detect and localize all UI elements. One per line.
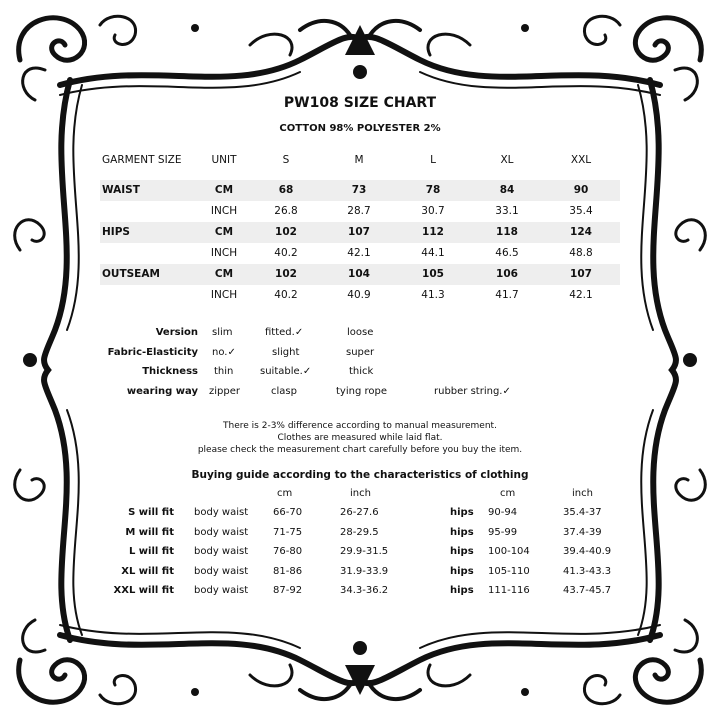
guide-body-part: body waist <box>194 585 249 596</box>
guide-body-part: hips <box>450 526 474 538</box>
guide-fit-label: S will fit <box>128 507 174 518</box>
measurement-notes <box>0 420 720 456</box>
property-option: tying rope <box>336 385 387 397</box>
header-size-m: M <box>354 154 364 166</box>
property-option: slim <box>212 327 233 338</box>
guide-header-inch: inch <box>572 488 593 499</box>
note-line: There is 2-3% difference according to manual measurement. <box>223 421 497 431</box>
header-garment-size: GARMENT SIZE <box>102 154 182 166</box>
size-s-value: 40.2 <box>274 289 298 301</box>
guide-body-part: hips <box>450 546 474 557</box>
guide-inch-range: 41.3-43.3 <box>563 565 612 577</box>
guide-body-part: hips <box>450 507 474 518</box>
guide-header-cm: cm <box>500 488 516 499</box>
unit-cell: CM <box>214 268 234 280</box>
size-l-value: 78 <box>425 184 441 196</box>
size-m-value: 73 <box>351 184 367 196</box>
guide-inch-range: 43.7-45.7 <box>563 585 612 596</box>
size-s-value: 102 <box>275 226 297 238</box>
size-xxl-value: 107 <box>570 268 592 280</box>
property-option: fitted.✓ <box>265 327 304 338</box>
measurement-label: HIPS <box>102 226 130 238</box>
page-title: PW108 SIZE CHART <box>283 95 437 111</box>
size-s-value: 26.8 <box>274 205 298 217</box>
measurement-label: WAIST <box>102 184 140 196</box>
size-s-value: 40.2 <box>274 247 298 259</box>
guide-fit-label: XXL will fit <box>113 585 174 596</box>
size-xxl-value: 48.8 <box>569 247 593 259</box>
guide-cm-range: 100-104 <box>488 546 530 557</box>
note-line: please check the measurement chart carefully before you buy the item. <box>197 445 523 455</box>
guide-cm-range: 87-92 <box>273 585 303 596</box>
guide-cm-range: 95-99 <box>488 526 518 538</box>
guide-body-part: body waist <box>194 507 249 518</box>
buying-guide-title: Buying guide according to the characteristics of clothing <box>191 469 529 481</box>
guide-cm-range: 66-70 <box>273 507 303 518</box>
guide-body-part: body waist <box>194 546 249 557</box>
guide-cm-range: 76-80 <box>273 546 303 557</box>
guide-body-part: hips <box>450 565 474 577</box>
guide-inch-range: 28-29.5 <box>340 526 379 538</box>
guide-inch-range: 35.4-37 <box>563 507 602 518</box>
size-xxl-value: 90 <box>573 184 589 196</box>
measurement-label: OUTSEAM <box>102 268 160 280</box>
property-option: suitable.✓ <box>260 366 312 377</box>
size-xl-value: 106 <box>496 268 518 280</box>
header-size-xl: XL <box>500 154 514 166</box>
size-l-value: 44.1 <box>421 247 445 259</box>
size-xxl-value: 124 <box>570 226 592 238</box>
property-option: super <box>346 346 375 358</box>
property-option: rubber string.✓ <box>434 385 511 397</box>
note-line: Clothes are measured while laid flat. <box>277 433 443 443</box>
size-l-value: 41.3 <box>421 289 445 301</box>
size-m-value: 40.9 <box>347 289 371 301</box>
property-option: clasp <box>271 385 297 397</box>
header-size-xxl: XXL <box>570 154 592 166</box>
size-xl-value: 33.1 <box>495 205 519 217</box>
guide-inch-range: 37.4-39 <box>563 526 602 538</box>
guide-cm-range: 81-86 <box>273 565 303 577</box>
size-table-row <box>100 201 620 222</box>
guide-cm-range: 90-94 <box>488 507 518 518</box>
material-composition: COTTON 98% POLYESTER 2% <box>279 123 441 134</box>
size-xl-value: 41.7 <box>495 289 519 301</box>
guide-cm-range: 105-110 <box>488 565 530 577</box>
header-unit: UNIT <box>211 154 237 166</box>
property-option: thick <box>349 366 374 377</box>
size-m-value: 107 <box>348 226 370 238</box>
size-l-value: 105 <box>422 268 444 280</box>
guide-cm-range: 111-116 <box>488 585 530 596</box>
property-label: wearing way <box>126 385 198 397</box>
size-m-value: 104 <box>348 268 370 280</box>
size-table-row <box>100 264 620 285</box>
property-option: no.✓ <box>212 346 236 358</box>
guide-body-part: body waist <box>194 565 249 577</box>
guide-fit-label: L will fit <box>128 546 174 557</box>
property-option: loose <box>347 327 374 338</box>
unit-cell: INCH <box>210 289 238 301</box>
size-xxl-value: 42.1 <box>569 289 593 301</box>
size-table-row <box>100 180 620 201</box>
property-option: thin <box>214 366 234 377</box>
guide-fit-label: XL will fit <box>121 565 174 577</box>
property-label: Fabric-Elasticity <box>107 346 198 358</box>
size-l-value: 30.7 <box>421 205 445 217</box>
size-table-row <box>100 285 620 306</box>
unit-cell: INCH <box>210 205 238 217</box>
size-table-header <box>100 150 620 171</box>
property-label: Version <box>155 327 198 338</box>
property-option: slight <box>272 346 300 358</box>
guide-body-part: hips <box>450 585 474 596</box>
size-xl-value: 118 <box>496 226 518 238</box>
size-table-row <box>100 222 620 243</box>
guide-inch-range: 34.3-36.2 <box>340 585 389 596</box>
guide-inch-range: 39.4-40.9 <box>563 546 612 557</box>
size-m-value: 28.7 <box>347 205 371 217</box>
size-xl-value: 84 <box>499 184 515 196</box>
guide-inch-range: 31.9-33.9 <box>340 565 389 577</box>
size-s-value: 102 <box>275 268 297 280</box>
header-size-l: L <box>430 154 436 166</box>
size-s-value: 68 <box>278 184 294 196</box>
header-size-s: S <box>282 154 290 166</box>
size-table <box>100 150 620 306</box>
unit-cell: CM <box>214 184 234 196</box>
guide-cm-range: 71-75 <box>273 526 303 538</box>
guide-header-cm: cm <box>277 488 293 499</box>
guide-inch-range: 29.9-31.5 <box>340 546 389 557</box>
guide-inch-range: 26-27.6 <box>340 507 379 518</box>
guide-body-part: body waist <box>194 526 249 538</box>
size-table-row <box>100 243 620 264</box>
size-m-value: 42.1 <box>347 247 371 259</box>
unit-cell: CM <box>214 226 234 238</box>
guide-fit-label: M will fit <box>125 526 174 538</box>
size-xl-value: 46.5 <box>495 247 519 259</box>
unit-cell: INCH <box>210 247 238 259</box>
guide-header-inch: inch <box>350 488 371 499</box>
size-l-value: 112 <box>422 226 444 238</box>
property-label: Thickness <box>142 366 198 377</box>
property-option: zipper <box>209 385 240 397</box>
size-xxl-value: 35.4 <box>569 205 593 217</box>
